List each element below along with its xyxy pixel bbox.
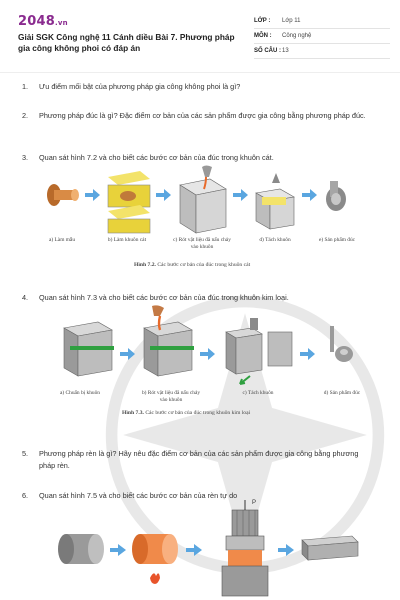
figure-caption-c: c) Rót vật liệu đã nấu chảy vào khuôn (173, 237, 231, 250)
question-number: 6. (22, 491, 29, 500)
pouring-metal-icon (144, 305, 194, 376)
meta-key: SỐ CÂU : (254, 48, 281, 54)
forging-press-icon (222, 500, 268, 596)
document-title: Giải SGK Công nghệ 11 Cánh diều Bài 7. Phương pháp gia công không phoi có đáp án (18, 32, 235, 53)
pouring-icon (180, 166, 226, 234)
meta-row-class (254, 14, 390, 29)
question-1 (22, 81, 375, 93)
separate-mould-icon (256, 173, 294, 229)
figure-7-3 (40, 304, 370, 424)
meta-value: 13 (282, 48, 289, 54)
figure-title-text: Các bước cơ bản của đúc trong khuôn kim loại (145, 410, 251, 416)
figure-title (122, 410, 250, 416)
logo-text: 2048 (18, 14, 55, 29)
figure-label: Hình 7.2. (134, 262, 156, 268)
figure-title (134, 262, 250, 268)
figure-caption-b: b) Rót vật liệu đã nấu chảy vào khuôn (141, 390, 201, 403)
question-text: Ưu điểm mối bật của phương pháp gia công không phoi là gì? (39, 82, 241, 91)
question-text: Quan sát hình 7.2 và cho biết các bước cơ bản của đúc trong khuôn cát. (39, 153, 274, 162)
meta-value: Công nghệ (282, 33, 312, 39)
figure-title-text: Các bước cơ bản của đúc trong khuôn cát (157, 262, 251, 268)
question-number: 1. (22, 82, 29, 91)
question-5 (22, 448, 375, 471)
meta-key: MÔN : (254, 33, 272, 39)
question-number: 3. (22, 153, 29, 162)
meta-row-count (254, 44, 390, 59)
question-4 (22, 292, 375, 304)
figure-7-2 (40, 163, 370, 273)
question-number: 2. (22, 111, 29, 120)
open-mould-icon (226, 318, 292, 384)
meta-value: Lớp 11 (282, 18, 301, 24)
flame-icon (150, 573, 160, 584)
figure-label: Hình 7.3. (122, 410, 144, 416)
figure-caption-a: a) Chuẩn bị khuôn (60, 390, 100, 396)
figure-caption-b: b) Làm khuôn cát (107, 237, 147, 243)
metal-mould-icon (64, 322, 114, 376)
question-text: Quan sát hình 7.3 và cho biết các bước cơ bản của đúc trong khuôn kim loại. (39, 293, 289, 302)
forged-bar-icon (302, 536, 358, 560)
pattern-icon (47, 184, 79, 206)
figure-caption-c: c) Tách khuôn (242, 390, 274, 396)
figure-caption-e: e) Sản phẩm đúc (318, 237, 356, 243)
sand-mould-icon (108, 171, 150, 233)
free-forging-steps-illustration (40, 500, 370, 600)
heated-billet-icon (132, 534, 178, 584)
question-text: Quan sát hình 7.5 và cho biết các bước cơ bản của rèn tự do (39, 491, 238, 500)
question-text: Phương pháp đúc là gì? Đặc điểm cơ bản của các sản phẩm được gia công bằng phương pháp đúc. (39, 111, 366, 120)
logo-tld: .vn (54, 19, 68, 27)
figure-7-5 (40, 500, 370, 600)
header-divider (0, 72, 400, 73)
question-number: 4. (22, 293, 29, 302)
site-logo[interactable] (18, 14, 68, 29)
question-2 (22, 110, 375, 122)
cast-product-icon (330, 326, 353, 362)
meta-row-subject (254, 29, 390, 44)
question-text: Phương pháp rèn là gì? Hãy nêu đặc điểm cơ bản của các sản phẩm được gia công bằng phương pháp rèn. (39, 449, 359, 470)
cast-product-icon (326, 181, 346, 211)
metal-mould-casting-steps-illustration (40, 304, 370, 386)
figure-caption-a: a) Làm mẫu (48, 237, 76, 243)
meta-key: LỚP : (254, 18, 271, 24)
document-meta (254, 14, 390, 59)
figure-caption-d: d) Sản phẩm đúc (323, 390, 361, 396)
question-number: 5. (22, 449, 29, 458)
question-3 (22, 152, 375, 164)
press-force-label: P (251, 500, 256, 506)
sand-casting-steps-illustration (40, 163, 370, 243)
page-header (18, 14, 390, 70)
billet-icon (58, 534, 104, 564)
figure-caption-d: d) Tách khuôn (259, 237, 291, 243)
